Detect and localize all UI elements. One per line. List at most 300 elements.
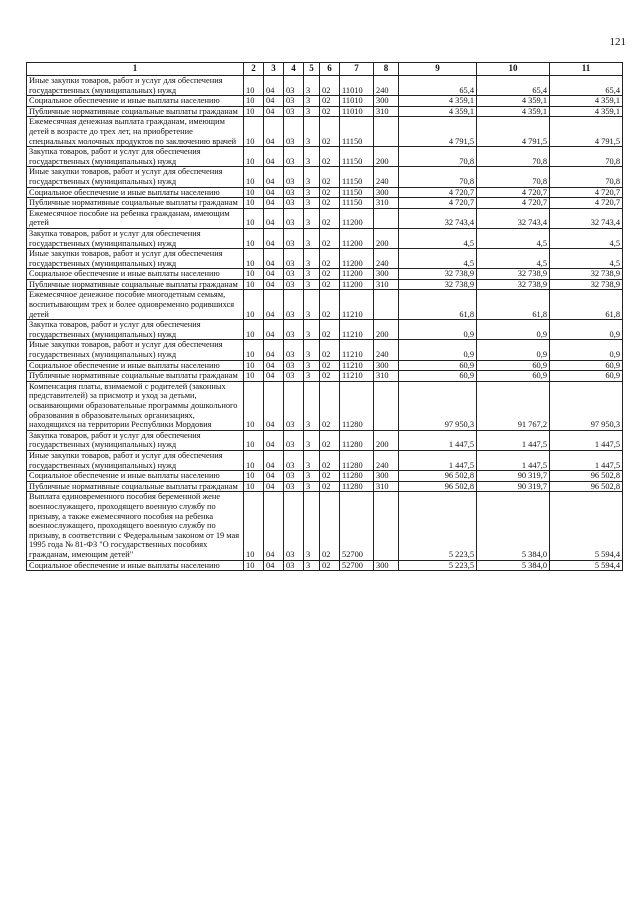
code-col-6: 02 [320, 147, 340, 167]
header-row [27, 63, 623, 76]
row-name: Ежемесячное пособие на ребенка гражданам, имеющим детей [27, 208, 244, 228]
amount-col-10: 60,9 [477, 371, 550, 382]
code-col-6: 02 [320, 481, 340, 492]
code-col-8: 240 [374, 340, 399, 360]
amount-col-11: 97 950,3 [550, 381, 623, 430]
code-col-4: 03 [284, 450, 304, 470]
code-col-3: 04 [264, 279, 284, 290]
code-col-3: 04 [264, 381, 284, 430]
code-col-4: 03 [284, 208, 304, 228]
code-col-6: 02 [320, 106, 340, 117]
amount-col-11: 60,9 [550, 371, 623, 382]
row-name: Выплата единовременного пособия беременной жене военнослужащего, проходящего военную службу по призыву, а также ежемесячного пособия на ребенка военнослужащего, проходящего военную службу по призыву, в соответствии с Федеральным законом от 19 мая 1995 года № 81-ФЗ "О государственных пособиях гражданам, имеющим детей" [27, 492, 244, 560]
amount-col-9: 5 223,5 [399, 492, 477, 560]
code-col-5: 3 [304, 371, 320, 382]
code-col-2: 10 [244, 381, 264, 430]
amount-col-10: 60,9 [477, 360, 550, 371]
code-col-2: 10 [244, 187, 264, 198]
code-col-8: 300 [374, 187, 399, 198]
header-col-1: 1 [27, 63, 244, 76]
code-col-7: 11010 [340, 96, 374, 107]
code-col-6: 02 [320, 560, 340, 571]
amount-col-10: 70,8 [477, 167, 550, 187]
table-row [27, 492, 623, 560]
table-row [27, 269, 623, 280]
code-col-8 [374, 117, 399, 147]
row-name: Публичные нормативные социальные выплаты гражданам [27, 198, 244, 209]
row-name: Ежемесячное денежное пособие многодетным семьям, воспитывающим трех и более одновременно родившихся детей [27, 290, 244, 320]
code-col-6: 02 [320, 290, 340, 320]
code-col-3: 04 [264, 249, 284, 269]
code-col-3: 04 [264, 269, 284, 280]
code-col-4: 03 [284, 560, 304, 571]
code-col-4: 03 [284, 320, 304, 340]
amount-col-10: 65,4 [477, 76, 550, 96]
code-col-7: 52700 [340, 560, 374, 571]
code-col-8: 200 [374, 228, 399, 248]
amount-col-10: 91 767,2 [477, 381, 550, 430]
code-col-2: 10 [244, 560, 264, 571]
code-col-6: 02 [320, 450, 340, 470]
code-col-3: 04 [264, 187, 284, 198]
code-col-4: 03 [284, 106, 304, 117]
table-row [27, 290, 623, 320]
amount-col-9: 60,9 [399, 360, 477, 371]
code-col-7: 11210 [340, 340, 374, 360]
code-col-4: 03 [284, 471, 304, 482]
row-name: Публичные нормативные социальные выплаты гражданам [27, 106, 244, 117]
amount-col-11: 4 791,5 [550, 117, 623, 147]
amount-col-9: 1 447,5 [399, 430, 477, 450]
code-col-2: 10 [244, 228, 264, 248]
row-name: Публичные нормативные социальные выплаты гражданам [27, 371, 244, 382]
amount-col-9: 60,9 [399, 371, 477, 382]
amount-col-11: 4,5 [550, 249, 623, 269]
code-col-6: 02 [320, 96, 340, 107]
amount-col-10: 90 319,7 [477, 481, 550, 492]
amount-col-10: 0,9 [477, 340, 550, 360]
code-col-3: 04 [264, 147, 284, 167]
amount-col-11: 70,8 [550, 167, 623, 187]
code-col-5: 3 [304, 340, 320, 360]
code-col-3: 04 [264, 340, 284, 360]
code-col-4: 03 [284, 381, 304, 430]
code-col-7: 11200 [340, 279, 374, 290]
amount-col-9: 32 738,9 [399, 269, 477, 280]
code-col-8: 200 [374, 147, 399, 167]
code-col-5: 3 [304, 381, 320, 430]
code-col-6: 02 [320, 198, 340, 209]
amount-col-9: 4 720,7 [399, 198, 477, 209]
code-col-5: 3 [304, 320, 320, 340]
amount-col-9: 70,8 [399, 167, 477, 187]
header-col-3: 3 [264, 63, 284, 76]
code-col-8: 240 [374, 76, 399, 96]
code-col-4: 03 [284, 198, 304, 209]
code-col-3: 04 [264, 290, 284, 320]
amount-col-9: 32 738,9 [399, 279, 477, 290]
row-name: Закупка товаров, работ и услуг для обеспечения государственных (муниципальных) нужд [27, 430, 244, 450]
amount-col-11: 1 447,5 [550, 450, 623, 470]
code-col-6: 02 [320, 208, 340, 228]
code-col-4: 03 [284, 117, 304, 147]
code-col-8: 310 [374, 106, 399, 117]
code-col-3: 04 [264, 198, 284, 209]
code-col-3: 04 [264, 228, 284, 248]
row-name: Социальное обеспечение и иные выплаты населению [27, 269, 244, 280]
code-col-4: 03 [284, 269, 304, 280]
amount-col-9: 61,8 [399, 290, 477, 320]
budget-table [26, 62, 623, 571]
amount-col-11: 32 743,4 [550, 208, 623, 228]
row-name: Иные закупки товаров, работ и услуг для обеспечения государственных (муниципальных) нужд [27, 249, 244, 269]
code-col-8: 200 [374, 320, 399, 340]
code-col-2: 10 [244, 117, 264, 147]
table-row [27, 147, 623, 167]
code-col-2: 10 [244, 481, 264, 492]
code-col-7: 11150 [340, 117, 374, 147]
amount-col-9: 96 502,8 [399, 481, 477, 492]
amount-col-9: 0,9 [399, 320, 477, 340]
amount-col-11: 1 447,5 [550, 430, 623, 450]
code-col-7: 11280 [340, 471, 374, 482]
code-col-2: 10 [244, 320, 264, 340]
code-col-8 [374, 208, 399, 228]
code-col-7: 11210 [340, 320, 374, 340]
amount-col-9: 5 223,5 [399, 560, 477, 571]
code-col-2: 10 [244, 167, 264, 187]
code-col-2: 10 [244, 269, 264, 280]
code-col-8: 310 [374, 481, 399, 492]
code-col-6: 02 [320, 371, 340, 382]
code-col-2: 10 [244, 471, 264, 482]
row-name: Иные закупки товаров, работ и услуг для обеспечения государственных (муниципальных) нужд [27, 76, 244, 96]
table-row [27, 320, 623, 340]
code-col-5: 3 [304, 279, 320, 290]
code-col-5: 3 [304, 117, 320, 147]
code-col-4: 03 [284, 96, 304, 107]
code-col-5: 3 [304, 290, 320, 320]
amount-col-9: 96 502,8 [399, 471, 477, 482]
table-row [27, 430, 623, 450]
amount-col-11: 96 502,8 [550, 481, 623, 492]
code-col-2: 10 [244, 371, 264, 382]
row-name: Социальное обеспечение и иные выплаты населению [27, 471, 244, 482]
amount-col-10: 5 384,0 [477, 492, 550, 560]
code-col-8: 200 [374, 430, 399, 450]
table-row [27, 381, 623, 430]
code-col-4: 03 [284, 167, 304, 187]
table-row [27, 228, 623, 248]
amount-col-11: 5 594,4 [550, 492, 623, 560]
amount-col-9: 97 950,3 [399, 381, 477, 430]
code-col-6: 02 [320, 76, 340, 96]
table-row [27, 450, 623, 470]
code-col-2: 10 [244, 290, 264, 320]
code-col-4: 03 [284, 228, 304, 248]
row-name: Социальное обеспечение и иные выплаты населению [27, 360, 244, 371]
code-col-7: 11200 [340, 208, 374, 228]
amount-col-11: 32 738,9 [550, 269, 623, 280]
code-col-8: 300 [374, 471, 399, 482]
amount-col-11: 4 359,1 [550, 106, 623, 117]
code-col-3: 04 [264, 560, 284, 571]
table-row [27, 208, 623, 228]
amount-col-10: 4 720,7 [477, 198, 550, 209]
amount-col-10: 61,8 [477, 290, 550, 320]
code-col-5: 3 [304, 430, 320, 450]
amount-col-11: 0,9 [550, 320, 623, 340]
row-name: Иные закупки товаров, работ и услуг для обеспечения государственных (муниципальных) нужд [27, 167, 244, 187]
amount-col-10: 4 720,7 [477, 187, 550, 198]
header-col-10: 10 [477, 63, 550, 76]
table-row [27, 560, 623, 571]
table-row [27, 340, 623, 360]
table-row [27, 76, 623, 96]
code-col-2: 10 [244, 208, 264, 228]
code-col-4: 03 [284, 481, 304, 492]
code-col-3: 04 [264, 96, 284, 107]
amount-col-10: 1 447,5 [477, 450, 550, 470]
code-col-5: 3 [304, 208, 320, 228]
code-col-7: 11200 [340, 228, 374, 248]
row-name: Закупка товаров, работ и услуг для обеспечения государственных (муниципальных) нужд [27, 228, 244, 248]
amount-col-11: 4 720,7 [550, 187, 623, 198]
code-col-2: 10 [244, 360, 264, 371]
header-col-2: 2 [244, 63, 264, 76]
code-col-7: 11280 [340, 381, 374, 430]
code-col-5: 3 [304, 471, 320, 482]
code-col-7: 11150 [340, 187, 374, 198]
header-col-6: 6 [320, 63, 340, 76]
code-col-8 [374, 290, 399, 320]
amount-col-10: 32 743,4 [477, 208, 550, 228]
code-col-7: 11150 [340, 167, 374, 187]
row-name: Компенсация платы, взимаемой с родителей (законных представителей) за присмотр и уход за детьми, осваивающими образовательные программы дошкольного образования в образовательных организациях, находящихся на территории Республики Мордовия [27, 381, 244, 430]
code-col-6: 02 [320, 228, 340, 248]
amount-col-10: 32 738,9 [477, 269, 550, 280]
table-row [27, 198, 623, 209]
code-col-3: 04 [264, 167, 284, 187]
amount-col-11: 61,8 [550, 290, 623, 320]
code-col-5: 3 [304, 187, 320, 198]
page-number: 121 [609, 36, 626, 48]
code-col-6: 02 [320, 360, 340, 371]
amount-col-9: 1 447,5 [399, 450, 477, 470]
code-col-7: 11210 [340, 371, 374, 382]
code-col-2: 10 [244, 340, 264, 360]
code-col-3: 04 [264, 481, 284, 492]
code-col-6: 02 [320, 320, 340, 340]
code-col-8: 310 [374, 198, 399, 209]
code-col-7: 11150 [340, 147, 374, 167]
code-col-5: 3 [304, 492, 320, 560]
amount-col-11: 5 594,4 [550, 560, 623, 571]
amount-col-9: 4,5 [399, 228, 477, 248]
code-col-7: 11280 [340, 450, 374, 470]
code-col-7: 11010 [340, 76, 374, 96]
table-row [27, 249, 623, 269]
code-col-3: 04 [264, 471, 284, 482]
amount-col-10: 70,8 [477, 147, 550, 167]
amount-col-10: 5 384,0 [477, 560, 550, 571]
row-name: Иные закупки товаров, работ и услуг для обеспечения государственных (муниципальных) нужд [27, 450, 244, 470]
code-col-3: 04 [264, 492, 284, 560]
code-col-6: 02 [320, 340, 340, 360]
amount-col-9: 4,5 [399, 249, 477, 269]
code-col-6: 02 [320, 381, 340, 430]
table-row [27, 371, 623, 382]
code-col-4: 03 [284, 340, 304, 360]
code-col-2: 10 [244, 279, 264, 290]
code-col-3: 04 [264, 320, 284, 340]
code-col-5: 3 [304, 481, 320, 492]
row-name: Публичные нормативные социальные выплаты гражданам [27, 481, 244, 492]
code-col-5: 3 [304, 249, 320, 269]
code-col-5: 3 [304, 228, 320, 248]
amount-col-10: 90 319,7 [477, 471, 550, 482]
amount-col-10: 0,9 [477, 320, 550, 340]
code-col-7: 11280 [340, 481, 374, 492]
code-col-6: 02 [320, 471, 340, 482]
code-col-5: 3 [304, 76, 320, 96]
code-col-4: 03 [284, 492, 304, 560]
table-row [27, 481, 623, 492]
header-col-4: 4 [284, 63, 304, 76]
row-name: Закупка товаров, работ и услуг для обеспечения государственных (муниципальных) нужд [27, 320, 244, 340]
amount-col-9: 4 359,1 [399, 96, 477, 107]
amount-col-10: 4 359,1 [477, 106, 550, 117]
code-col-8: 240 [374, 249, 399, 269]
code-col-4: 03 [284, 76, 304, 96]
code-col-4: 03 [284, 279, 304, 290]
amount-col-11: 32 738,9 [550, 279, 623, 290]
code-col-6: 02 [320, 269, 340, 280]
table-row [27, 167, 623, 187]
amount-col-10: 32 738,9 [477, 279, 550, 290]
code-col-2: 10 [244, 96, 264, 107]
table-row [27, 187, 623, 198]
row-name: Социальное обеспечение и иные выплаты населению [27, 187, 244, 198]
code-col-5: 3 [304, 147, 320, 167]
amount-col-9: 70,8 [399, 147, 477, 167]
code-col-3: 04 [264, 371, 284, 382]
row-name: Публичные нормативные социальные выплаты гражданам [27, 279, 244, 290]
code-col-7: 11210 [340, 290, 374, 320]
code-col-3: 04 [264, 117, 284, 147]
amount-col-11: 60,9 [550, 360, 623, 371]
code-col-6: 02 [320, 167, 340, 187]
table-row [27, 279, 623, 290]
row-name: Социальное обеспечение и иные выплаты населению [27, 96, 244, 107]
code-col-7: 11010 [340, 106, 374, 117]
code-col-6: 02 [320, 279, 340, 290]
code-col-2: 10 [244, 147, 264, 167]
code-col-2: 10 [244, 492, 264, 560]
amount-col-11: 65,4 [550, 76, 623, 96]
amount-col-9: 32 743,4 [399, 208, 477, 228]
table-row [27, 96, 623, 107]
code-col-8: 300 [374, 96, 399, 107]
row-name: Иные закупки товаров, работ и услуг для обеспечения государственных (муниципальных) нужд [27, 340, 244, 360]
code-col-4: 03 [284, 371, 304, 382]
amount-col-11: 70,8 [550, 147, 623, 167]
code-col-2: 10 [244, 249, 264, 269]
row-name: Ежемесячная денежная выплата гражданам, имеющим детей в возрасте до трех лет, на приобретение специальных молочных продуктов по заключению врачей [27, 117, 244, 147]
code-col-5: 3 [304, 167, 320, 187]
row-name: Закупка товаров, работ и услуг для обеспечения государственных (муниципальных) нужд [27, 147, 244, 167]
amount-col-9: 0,9 [399, 340, 477, 360]
code-col-8: 310 [374, 279, 399, 290]
header-col-11: 11 [550, 63, 623, 76]
amount-col-11: 4 359,1 [550, 96, 623, 107]
code-col-7: 11280 [340, 430, 374, 450]
code-col-8 [374, 381, 399, 430]
code-col-4: 03 [284, 147, 304, 167]
table-row [27, 117, 623, 147]
code-col-2: 10 [244, 198, 264, 209]
table-row [27, 471, 623, 482]
amount-col-10: 1 447,5 [477, 430, 550, 450]
code-col-4: 03 [284, 290, 304, 320]
amount-col-9: 4 720,7 [399, 187, 477, 198]
code-col-8: 240 [374, 167, 399, 187]
amount-col-9: 4 791,5 [399, 117, 477, 147]
code-col-6: 02 [320, 187, 340, 198]
code-col-8: 310 [374, 371, 399, 382]
code-col-5: 3 [304, 269, 320, 280]
amount-col-10: 4 791,5 [477, 117, 550, 147]
code-col-5: 3 [304, 198, 320, 209]
code-col-5: 3 [304, 560, 320, 571]
code-col-7: 11200 [340, 249, 374, 269]
amount-col-11: 0,9 [550, 340, 623, 360]
code-col-2: 10 [244, 76, 264, 96]
code-col-8: 300 [374, 269, 399, 280]
code-col-6: 02 [320, 492, 340, 560]
code-col-3: 04 [264, 450, 284, 470]
amount-col-11: 4,5 [550, 228, 623, 248]
header-col-5: 5 [304, 63, 320, 76]
code-col-8: 300 [374, 360, 399, 371]
code-col-5: 3 [304, 360, 320, 371]
code-col-7: 11200 [340, 269, 374, 280]
amount-col-10: 4,5 [477, 249, 550, 269]
code-col-4: 03 [284, 187, 304, 198]
code-col-6: 02 [320, 430, 340, 450]
code-col-8: 240 [374, 450, 399, 470]
code-col-7: 11150 [340, 198, 374, 209]
code-col-7: 11210 [340, 360, 374, 371]
header-col-9: 9 [399, 63, 477, 76]
code-col-5: 3 [304, 450, 320, 470]
code-col-5: 3 [304, 106, 320, 117]
code-col-8 [374, 492, 399, 560]
amount-col-9: 4 359,1 [399, 106, 477, 117]
code-col-3: 04 [264, 76, 284, 96]
code-col-4: 03 [284, 249, 304, 269]
code-col-4: 03 [284, 430, 304, 450]
code-col-6: 02 [320, 249, 340, 269]
table-row [27, 106, 623, 117]
code-col-4: 03 [284, 360, 304, 371]
amount-col-9: 65,4 [399, 76, 477, 96]
code-col-8: 300 [374, 560, 399, 571]
code-col-2: 10 [244, 106, 264, 117]
code-col-2: 10 [244, 450, 264, 470]
amount-col-11: 4 720,7 [550, 198, 623, 209]
table-row [27, 360, 623, 371]
